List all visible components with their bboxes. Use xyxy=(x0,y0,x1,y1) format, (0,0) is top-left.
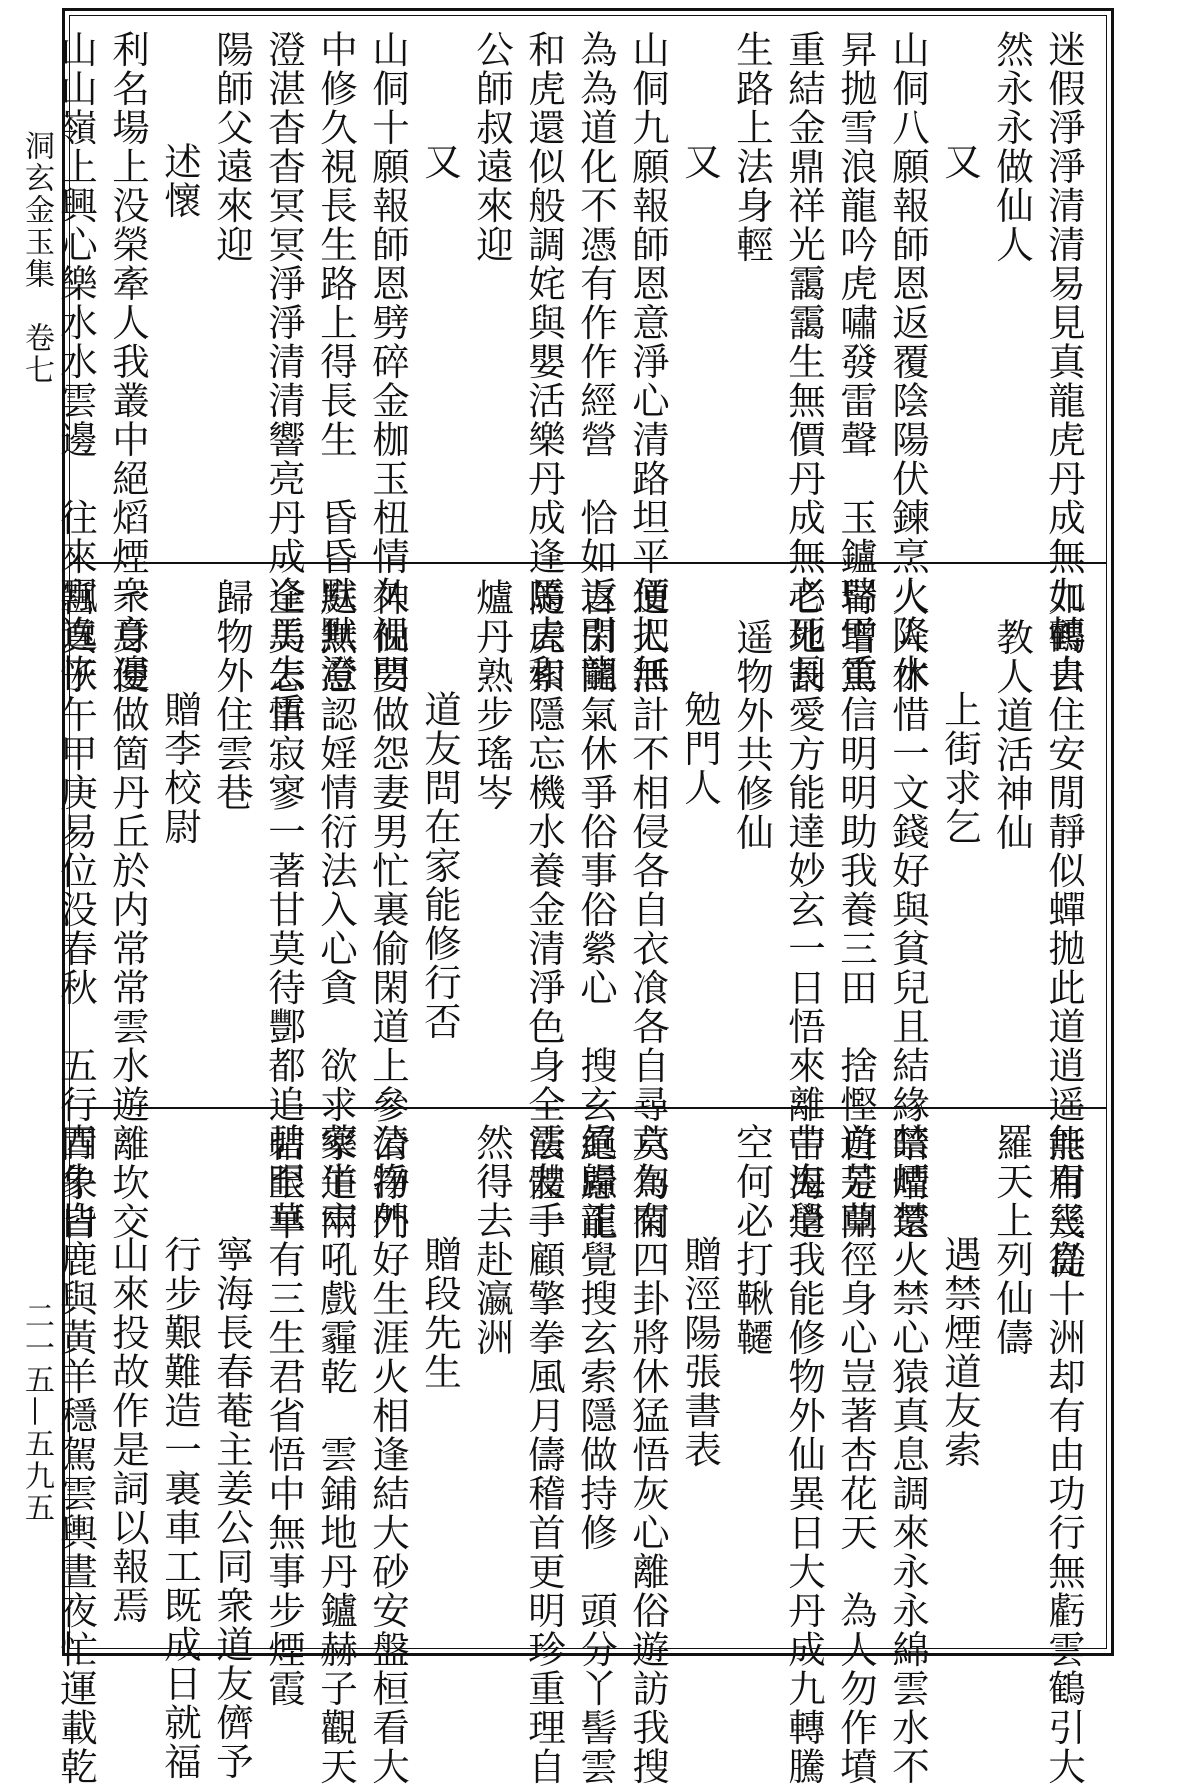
text-column: 和虎還似般調姹與嬰活樂丹成逢馬去和 xyxy=(522,30,566,693)
page-inner-frame xyxy=(54,15,1107,1786)
side-page-number: 二一五—五九五 xyxy=(19,1300,54,1524)
text-column: 山山嶺上興心樂水水雲邊 往來飄逸恢 xyxy=(54,30,98,693)
text-column: 贈涇陽張書表 xyxy=(678,1235,722,1469)
text-column: 全美怎悟寂寥一著甘莫待酆都追帖至早 xyxy=(262,578,306,1241)
text-column: 行步艱難造一裏車工既成日就福 xyxy=(158,1235,202,1781)
text-column: 重結金鼎祥光靄靄生無價丹成無老死長 xyxy=(782,30,826,693)
text-column: 贈李校尉 xyxy=(158,690,202,846)
text-column: 中鬼學我能修物外仙異日大丹成九轉騰 xyxy=(782,1123,826,1786)
text-column: 空何必打鞦韆 xyxy=(730,1123,774,1357)
text-column: 禁煙禁火禁心猿真息調來永永綿雲水不 xyxy=(886,1123,930,1786)
text-column: 腎增篤信明明助我養三田 捨慳自是開 xyxy=(834,578,878,1241)
page-frame xyxy=(54,8,1114,1786)
text-column: 如鶴去住安閒靜似蟬拋此道逍遥能有幾從 xyxy=(1042,578,1086,1280)
text-column: 山侗八願報師恩返覆陰陽伏鍊烹火降水 xyxy=(886,30,930,693)
text-column: 澄湛杳杳冥冥淨淨清清響亮丹成逢馬去重 xyxy=(262,30,306,732)
text-column: 贈段先生 xyxy=(418,1235,462,1391)
text-column: 歸物外住雲巷 xyxy=(210,578,254,812)
text-column: 一身便做箇丹丘於内常常雲水遊離坎交 xyxy=(106,578,150,1241)
text-column: 心地割愛方能達妙玄一日悟來離苦海逍 xyxy=(782,578,826,1241)
text-column: 述懷 xyxy=(158,142,202,220)
text-column: 公師叔遠來迎 xyxy=(470,30,514,264)
text-column: 昇拋雪浪龍吟虎嘯發雷聲 玉鑪瑞雪重 xyxy=(834,30,878,693)
text-column: 人人休惜一文錢好與貧兒且結緣暗晴還 xyxy=(886,578,930,1241)
text-column: 無用三島十洲却有由功行無虧雲鶴引大 xyxy=(1042,1123,1086,1786)
text-column: 道人活計不相侵各自衣飡各自尋莫為閑 xyxy=(626,578,670,1241)
text-column: 又 xyxy=(418,142,462,181)
text-column: 然得去赴瀛洲 xyxy=(470,1123,514,1357)
text-column: 陽師父遠來迎 xyxy=(210,30,254,264)
text-column: 青牛白鹿與黃羊穩駕雲輿晝夜忙運載乾 xyxy=(54,1123,98,1786)
text-column: 遊芳草徑身心豈著杏花天 為人勿作墳 xyxy=(834,1123,878,1786)
side-title: 洞玄金玉集 卷七 xyxy=(19,130,54,386)
text-column: 為為道化不憑有作作經營 恰如返引龍 xyxy=(574,30,618,693)
text-column: 公物外好生涯火相逢結大砂安盤桓看大 xyxy=(366,1123,410,1786)
text-column: 迷假淨淨清清易見真龍虎丹成無九轉自 xyxy=(1042,30,1086,693)
text-column: 庭無意認婬情衍法入心貪 欲求家道兩 xyxy=(314,578,358,1241)
text-column: 六旬有四卦將休猛悟灰心離俗遊訪我搜 xyxy=(626,1123,670,1786)
text-column: 寧海長春菴主姜公同衆道友儕予 xyxy=(210,1235,254,1781)
text-column: 山侗十願報師恩劈碎金枷玉杻情久視門 xyxy=(366,30,410,693)
text-column: 爐丹熟步瑤岑 xyxy=(470,578,514,812)
text-column: 山來投故作是詞以報焉 xyxy=(106,1235,150,1625)
text-column: 遇禁煙道友索 xyxy=(938,1235,982,1469)
text-column: 勉門人 xyxy=(678,690,722,807)
band-columns xyxy=(54,1123,1090,1786)
text-column: 隨虎索隱忘機水養金清淨色身全法體一 xyxy=(522,578,566,1241)
text-column: 言閑鬬氣休爭俗事俗縈心 搜玄絕慮龍 xyxy=(574,578,618,1241)
text-column: 羅天上列仙儔 xyxy=(990,1123,1034,1357)
text-column: 神仙要做怨妻男忙裏偷閑道上參清淨門 xyxy=(366,578,410,1241)
text-column: 眞歸正覺搜玄索隱做持修 頭分丫髻雲 xyxy=(574,1123,618,1786)
text-column: 然永永做仙人 xyxy=(990,30,1034,264)
text-column: 上街求乞 xyxy=(938,690,982,846)
text-column: 生路上法身輕 xyxy=(730,30,774,264)
text-column: 藥牛牢吼戲霾乾 雲鋪地丹鑪赫子觀天 xyxy=(314,1123,358,1786)
text-column: 教人道活神仙 xyxy=(990,618,1034,852)
text-column: 遥物外共修仙 xyxy=(730,618,774,852)
text-column: 霞友手顧擎拳風月儔稽首更明珍重理自 xyxy=(522,1123,566,1786)
text-column: 又 xyxy=(938,142,982,181)
text-column: 道友問在家能修行否 xyxy=(418,690,462,1041)
text-column: 宫真子午甲庚易位没春秋 五行四象皆 xyxy=(54,578,98,1241)
text-band-bottom xyxy=(54,1109,1106,1786)
text-column: 碧眼華有三生君省悟中無事步煙霞 xyxy=(262,1123,306,1708)
text-column: 利名場上没榮牽人我叢中絕熖煙衆意邊 xyxy=(106,30,150,693)
text-column: 中修久視長生路上得長生 昏昏默默澄 xyxy=(314,30,358,693)
text-column: 又 xyxy=(678,142,722,181)
text-column: 山侗九願報師恩意淨心清路坦平便把無 xyxy=(626,30,670,693)
